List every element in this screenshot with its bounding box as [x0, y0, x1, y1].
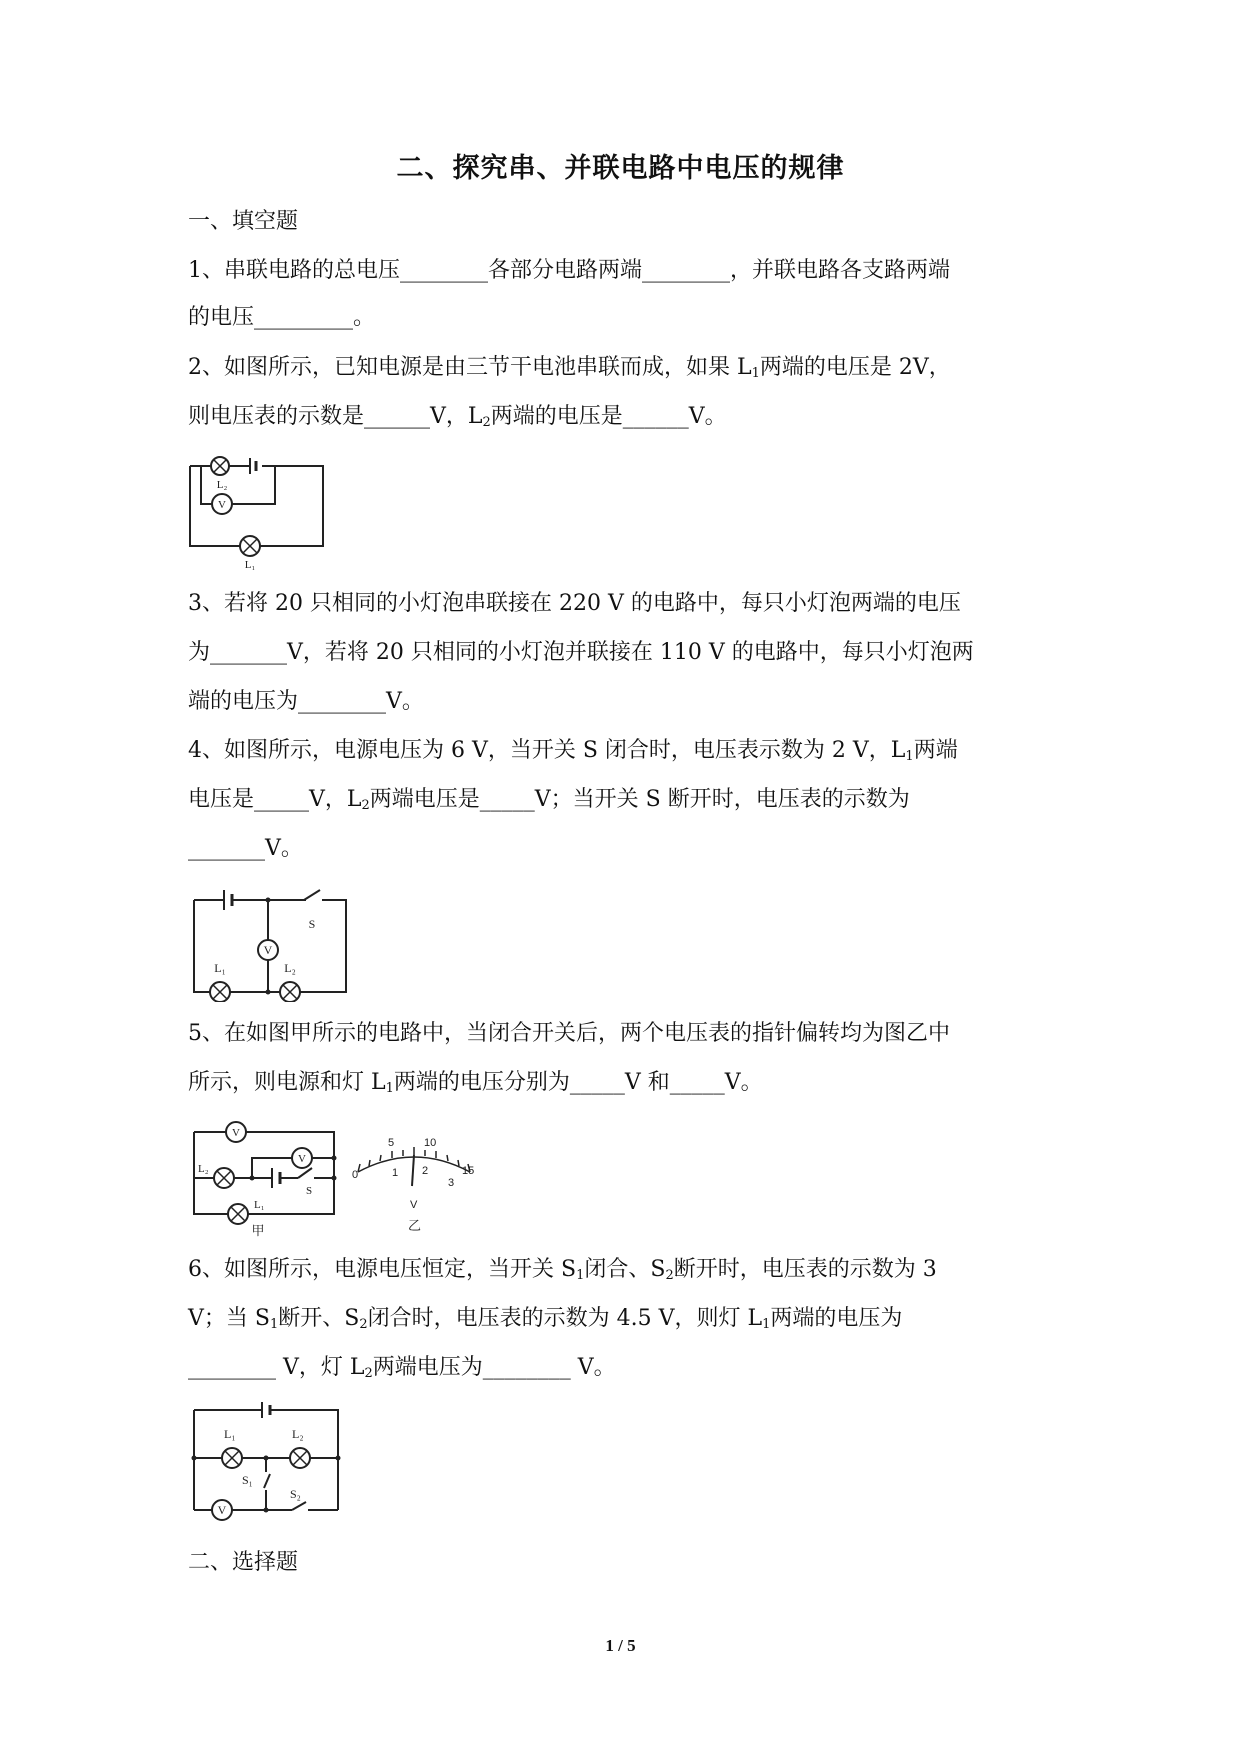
section-fill-blank-heading: 一、填空题 [188, 209, 299, 234]
question-3-line-3: 端的电压为________V。 [188, 689, 424, 714]
q2-l1-label: L₁ [244, 559, 256, 571]
q6-l2-label: L₂ [292, 1427, 304, 1441]
q2-l2-label: L₂ [216, 479, 228, 491]
question-6-line-2: V；当 $S_1$断开、$S_2$闭合时，电压表的示数为 4.5 V，则灯 $L_1$两端的电压为 [188, 1306, 903, 1332]
question-1-line-1: 1、串联电路的总电压________各部分电路两端________，并联电路各支路两端 [188, 258, 950, 283]
question-1-line-2: 的电压_________。 [188, 305, 376, 330]
q5-l2-label: L₂ [198, 1163, 209, 1175]
question-5-line-1: 5、在如图甲所示的电路中，当闭合开关后，两个电压表的指针偏转均为图乙中 [188, 1021, 950, 1046]
question-4-line-1: 4、如图所示，电源电压为 6 V，当开关 S 闭合时，电压表示数为 2 V，$L_1$两端 [188, 738, 958, 764]
dial-three-label: 3 [448, 1177, 455, 1189]
q6-s2-label: S₂ [290, 1487, 301, 1501]
question-6-line-1: 6、如图所示，电源电压恒定，当开关 $S_1$闭合、$S_2$断开时，电压表的示数为 3 [188, 1257, 937, 1283]
question-5-line-2: 所示，则电源和灯 $L_1$两端的电压分别为_____V 和_____V。 [188, 1070, 763, 1096]
dial-zero-label: 0 [352, 1169, 359, 1181]
q5-yi-label: 乙 [408, 1218, 422, 1233]
page-number: 1 / 5 [605, 1636, 636, 1655]
question-3-line-2: 为_______V，若将 20 只相同的小灯泡并联接在 110 V 的电路中，每只小灯泡两 [188, 640, 974, 665]
circuit-diagram-q6 [186, 1398, 346, 1526]
circuit-diagram-q4 [186, 880, 356, 1002]
circuit-diagram-q5-jia [186, 1118, 346, 1240]
q6-l1-label: L₁ [224, 1427, 236, 1441]
q4-l1-label: L₁ [214, 961, 226, 975]
q5-jia-label: 甲 [251, 1223, 265, 1238]
circuit-diagram-q2 [178, 450, 338, 572]
page-title: 二、探究串、并联电路中电压的规律 [396, 153, 845, 184]
dial-one-label: 1 [392, 1167, 399, 1179]
q4-l2-label: L₂ [284, 961, 296, 975]
dial-five-label: 5 [388, 1137, 395, 1149]
question-2-line-1: 2、如图所示，已知电源是由三节干电池串联而成，如果 $L_1$两端的电压是 2V， [188, 355, 951, 381]
q5-switch-label: S [306, 1185, 313, 1197]
q6-voltmeter-label: V [217, 1503, 227, 1517]
dial-two-label: 2 [422, 1165, 429, 1177]
section-multiple-choice-heading: 二、选择题 [188, 1550, 299, 1575]
q5-voltmeter-2-label: V [298, 1153, 306, 1165]
q5-l1-label: L₁ [254, 1199, 265, 1211]
q2-voltmeter-label: V [218, 499, 226, 511]
dial-v-label: V [410, 1199, 418, 1211]
q6-s1-label: S₁ [242, 1473, 253, 1487]
q4-switch-label: S [308, 917, 316, 931]
voltmeter-dial-q5-yi [348, 1124, 480, 1240]
dial-ten-label: 10 [424, 1137, 437, 1149]
q5-voltmeter-1-label: V [232, 1127, 240, 1139]
q4-voltmeter-label: V [263, 943, 273, 957]
question-3-line-1: 3、若将 20 只相同的小灯泡串联接在 220 V 的电路中，每只小灯泡两端的电压 [188, 591, 961, 616]
dial-fifteen-label: 15 [462, 1165, 475, 1177]
question-6-line-3: ________ V，灯 $L_2$两端电压为________ V。 [188, 1355, 616, 1381]
question-2-line-2: 则电压表的示数是______V，$L_2$两端的电压是______V。 [188, 404, 727, 430]
question-4-line-2: 电压是_____V，$L_2$两端电压是_____V；当开关 S 断开时，电压表的示数为 [188, 787, 910, 813]
question-4-line-3: _______V。 [188, 836, 303, 861]
